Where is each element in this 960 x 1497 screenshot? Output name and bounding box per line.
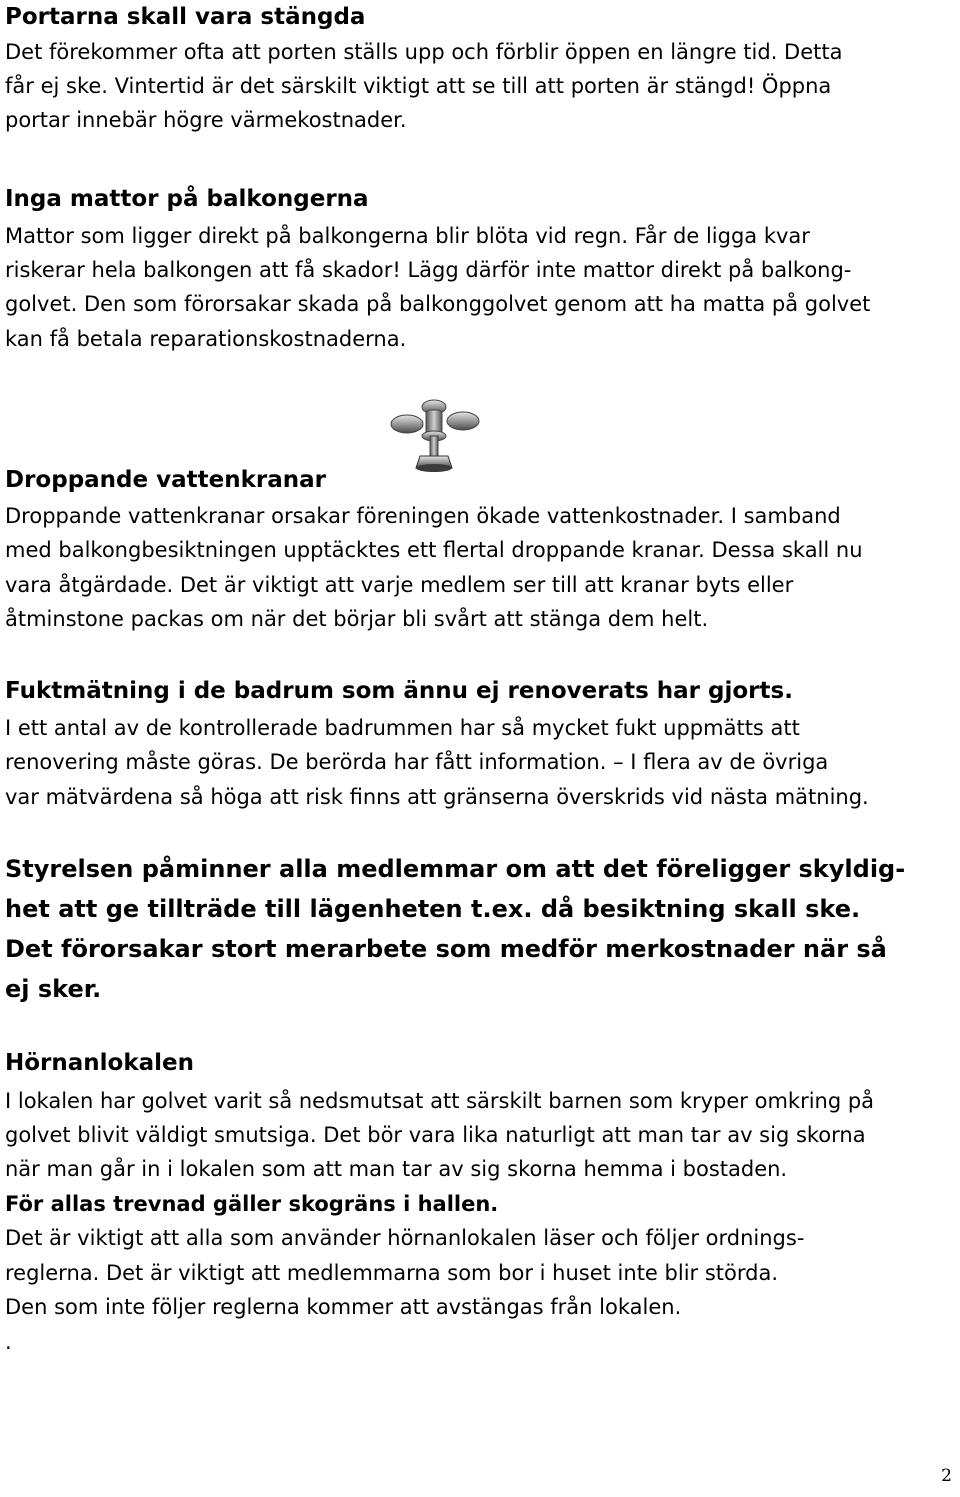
paragraph-line: Den som inte följer reglerna kommer att avstängas från lokalen. (5, 1295, 682, 1319)
paragraph-line: vara åtgärdade. Det är viktigt att varje medlem ser till att kranar byts eller (5, 573, 794, 597)
paragraph-line: åtminstone packas om när det börjar bli svårt att stänga dem helt. (5, 607, 709, 631)
page-number: 2 (941, 1466, 952, 1486)
heading-hornanlokalen: Hörnanlokalen (5, 1050, 195, 1076)
notice-line: Det förorsakar stort merarbete som medför merkostnader när så (5, 935, 887, 963)
notice-line: Styrelsen påminner alla medlemmar om att det föreligger skyldig- (5, 855, 906, 883)
paragraph-line: portar innebär högre värmekostnader. (5, 108, 407, 132)
paragraph-line: reglerna. Det är viktigt att medlemmarna som bor i huset inte blir störda. (5, 1261, 779, 1285)
heading-portarna: Portarna skall vara stängda (5, 4, 366, 30)
paragraph-line: med balkongbesiktningen upptäcktes ett flertal droppande kranar. Dessa skall nu (5, 538, 863, 562)
paragraph-line: Droppande vattenkranar orsakar föreningen ökade vattenkostnader. I samband (5, 504, 841, 528)
paragraph-line: golvet. Den som förorsakar skada på balkonggolvet genom att ha matta på golvet (5, 292, 871, 316)
paragraph-line: I ett antal av de kontrollerade badrummen har så mycket fukt uppmätts att (5, 716, 800, 740)
notice-line: het att ge tillträde till lägenheten t.ex. då besiktning skall ske. (5, 895, 861, 923)
bold-rule-line: För allas trevnad gäller skogräns i hallen. (5, 1192, 499, 1216)
paragraph-line: Mattor som ligger direkt på balkongerna blir blöta vid regn. Får de ligga kvar (5, 224, 810, 248)
paragraph-line: Det förekommer ofta att porten ställs upp och förblir öppen en längre tid. Detta (5, 40, 843, 64)
heading-fuktmatning: Fuktmätning i de badrum som ännu ej renoverats har gjorts. (5, 678, 793, 704)
paragraph-line: Det är viktigt att alla som använder hörnanlokalen läser och följer ordnings- (5, 1226, 805, 1250)
heading-droppande: Droppande vattenkranar (5, 467, 327, 493)
paragraph-line: I lokalen har golvet varit så nedsmutsat att särskilt barnen som kryper omkring på (5, 1089, 875, 1113)
paragraph-line: kan få betala reparationskostnaderna. (5, 327, 407, 351)
paragraph-line: när man går in i lokalen som att man tar av sig skorna hemma i bostaden. (5, 1157, 788, 1181)
notice-line: ej sker. (5, 975, 102, 1003)
faucet-icon (390, 398, 482, 474)
paragraph-line: får ej ske. Vintertid är det särskilt viktigt att se till att porten är stängd! Öppna (5, 74, 832, 98)
heading-inga-mattor: Inga mattor på balkongerna (5, 186, 369, 212)
paragraph-line: renovering måste göras. De berörda har fått information. – I flera av de övriga (5, 750, 829, 774)
trailing-dot: . (5, 1330, 12, 1354)
paragraph-line: golvet blivit väldigt smutsiga. Det bör vara lika naturligt att man tar av sig skorna (5, 1123, 866, 1147)
paragraph-line: riskerar hela balkongen att få skador! Lägg därför inte mattor direkt på balkong- (5, 258, 852, 282)
paragraph-line: var mätvärdena så höga att risk finns att gränserna överskrids vid nästa mätning. (5, 785, 869, 809)
